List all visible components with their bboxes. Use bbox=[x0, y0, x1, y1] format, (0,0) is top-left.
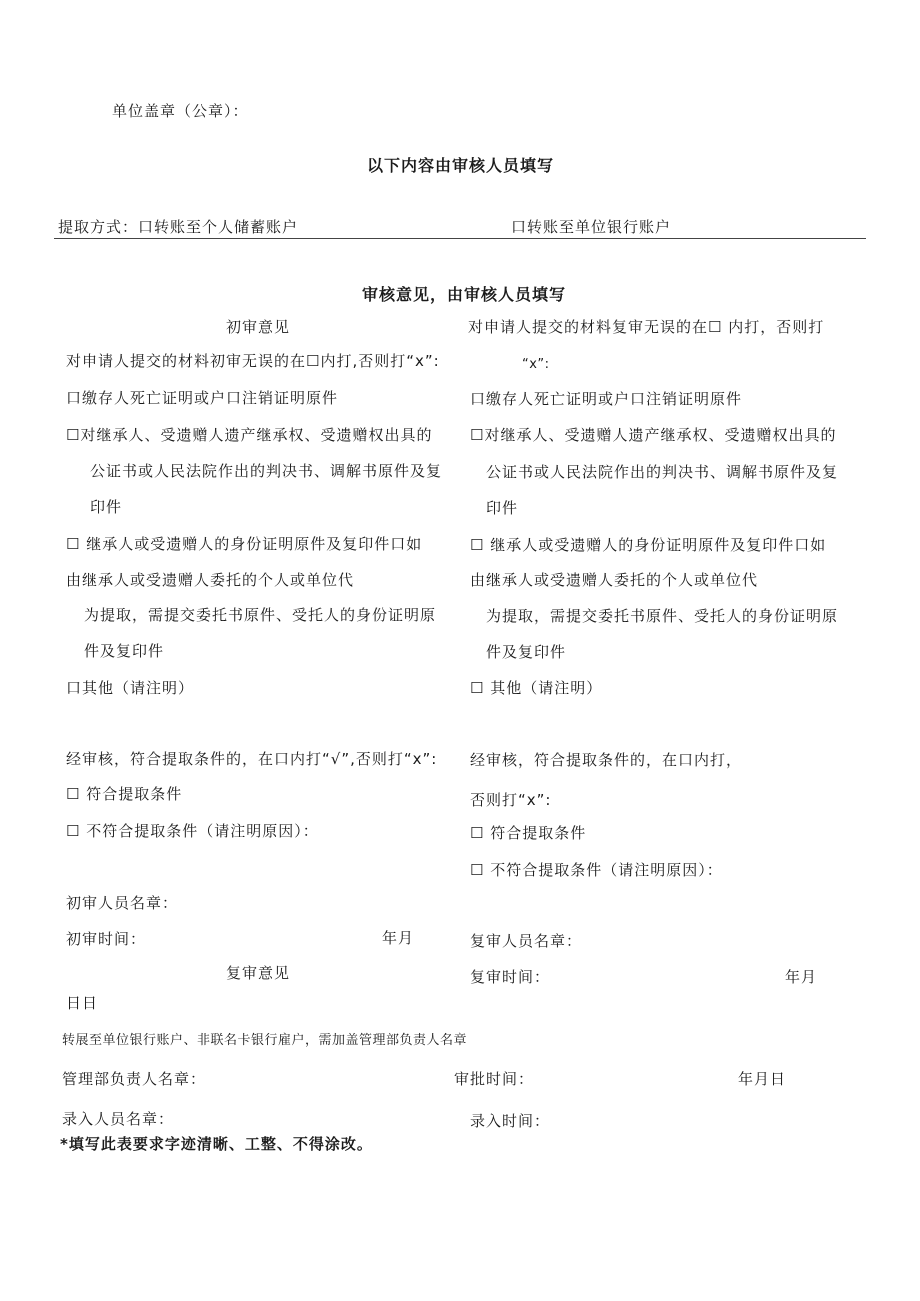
first-review-time: 初审时间： bbox=[66, 930, 147, 948]
second-review-instruction-2: “x”: bbox=[522, 357, 550, 372]
divider-line bbox=[54, 238, 866, 239]
left-item-identity-2: 由继承人或受遗赠人委托的个人或单位代 bbox=[66, 571, 355, 589]
left-item-identity-4: 件及复印件 bbox=[84, 642, 165, 660]
right-meet-condition: ☐ 符合提取条件 bbox=[470, 824, 587, 842]
approval-date-label: 年月日 bbox=[738, 1070, 787, 1088]
right-item-identity-4: 件及复印件 bbox=[486, 643, 567, 661]
right-item-other: ☐ 其他（请注明） bbox=[470, 679, 603, 697]
second-review-date-ym: 年月 bbox=[785, 968, 818, 986]
right-item-notary-1: ☐对继承人、受遗赠人遗产继承权、受遗赠权出具的 bbox=[470, 426, 837, 444]
form-requirement-note: *填写此表要求字迹清晰、工整、不得涂改。 bbox=[60, 1135, 373, 1153]
review-title: 审核意见，由审核人员填写 bbox=[362, 285, 567, 304]
left-item-notary-1: ☐对继承人、受遗赠人遗产继承权、受遗赠权出具的 bbox=[66, 426, 433, 444]
left-item-notary-3: 印件 bbox=[90, 498, 123, 516]
left-not-meet-condition: ☐ 不符合提取条件（请注明原因）： bbox=[66, 822, 319, 840]
right-item-notary-2: 公证书或人民法院作出的判决书、调解书原件及复 bbox=[486, 463, 839, 481]
first-review-heading: 初审意见 bbox=[226, 318, 291, 336]
entry-time-label: 录入时间： bbox=[470, 1112, 551, 1130]
left-meet-condition: ☐ 符合提取条件 bbox=[66, 785, 183, 803]
manager-seal-label: 管理部负责人名章： bbox=[62, 1070, 207, 1088]
right-item-identity-1: ☐ 继承人或受遗赠人的身份证明原件及复印件口如 bbox=[470, 536, 827, 554]
reviewer-fill-heading: 以下内容由审核人员填写 bbox=[367, 156, 555, 175]
withdraw-method-unit: 口转账至单位银行账户 bbox=[511, 218, 672, 236]
unit-account-note: 转展至单位银行账户、非联名卡银行雇户，需加盖管理部负责人名章 bbox=[62, 1033, 468, 1048]
right-item-identity-2: 由继承人或受遗赠人委托的个人或单位代 bbox=[470, 571, 759, 589]
right-conclusion-1: 经审核，符合提取条件的，在口内打， bbox=[470, 751, 743, 769]
first-review-instruction: 对申请人提交的材料初审无误的在☐内打,否则打“x”: bbox=[66, 352, 440, 370]
approval-time-label: 审批时间： bbox=[454, 1070, 535, 1088]
first-reviewer-seal: 初审人员名章： bbox=[66, 894, 179, 912]
entry-seal-label: 录入人员名章： bbox=[62, 1110, 175, 1128]
second-review-time: 复审时间： bbox=[470, 968, 551, 986]
right-conclusion-2: 否则打“x”: bbox=[470, 791, 552, 809]
right-item-identity-3: 为提取，需提交委托书原件、受托人的身份证明原 bbox=[486, 607, 839, 625]
withdraw-method-personal: 提取方式：口转账至个人储蓄账户 bbox=[58, 218, 299, 236]
first-review-date-d: 日日 bbox=[66, 994, 99, 1012]
right-item-notary-3: 印件 bbox=[486, 499, 519, 517]
left-item-other: 口其他（请注明） bbox=[66, 679, 195, 697]
right-not-meet-condition: ☐ 不符合提取条件（请注明原因）： bbox=[470, 861, 723, 879]
second-reviewer-seal: 复审人员名章： bbox=[470, 932, 583, 950]
left-item-notary-2: 公证书或人民法院作出的判决书、调解书原件及复 bbox=[90, 462, 443, 480]
right-item-death-cert: 口缴存人死亡证明或户口注销证明原件 bbox=[470, 390, 743, 408]
left-item-death-cert: 口缴存人死亡证明或户口注销证明原件 bbox=[66, 389, 339, 407]
unit-seal-label: 单位盖章（公章）： bbox=[112, 102, 249, 120]
left-conclusion: 经审核，符合提取条件的，在口内打“√”,否则打“x”: bbox=[66, 750, 438, 768]
first-review-date-ym: 年月 bbox=[382, 929, 415, 947]
second-review-heading: 复审意见 bbox=[226, 964, 291, 982]
left-item-identity-1: ☐ 继承人或受遗赠人的身份证明原件及复印件口如 bbox=[66, 535, 423, 553]
left-item-identity-3: 为提取，需提交委托书原件、受托人的身份证明原 bbox=[84, 606, 437, 624]
second-review-instruction-1: 对申请人提交的材料复审无误的在☐ 内打，否则打 bbox=[468, 318, 825, 336]
